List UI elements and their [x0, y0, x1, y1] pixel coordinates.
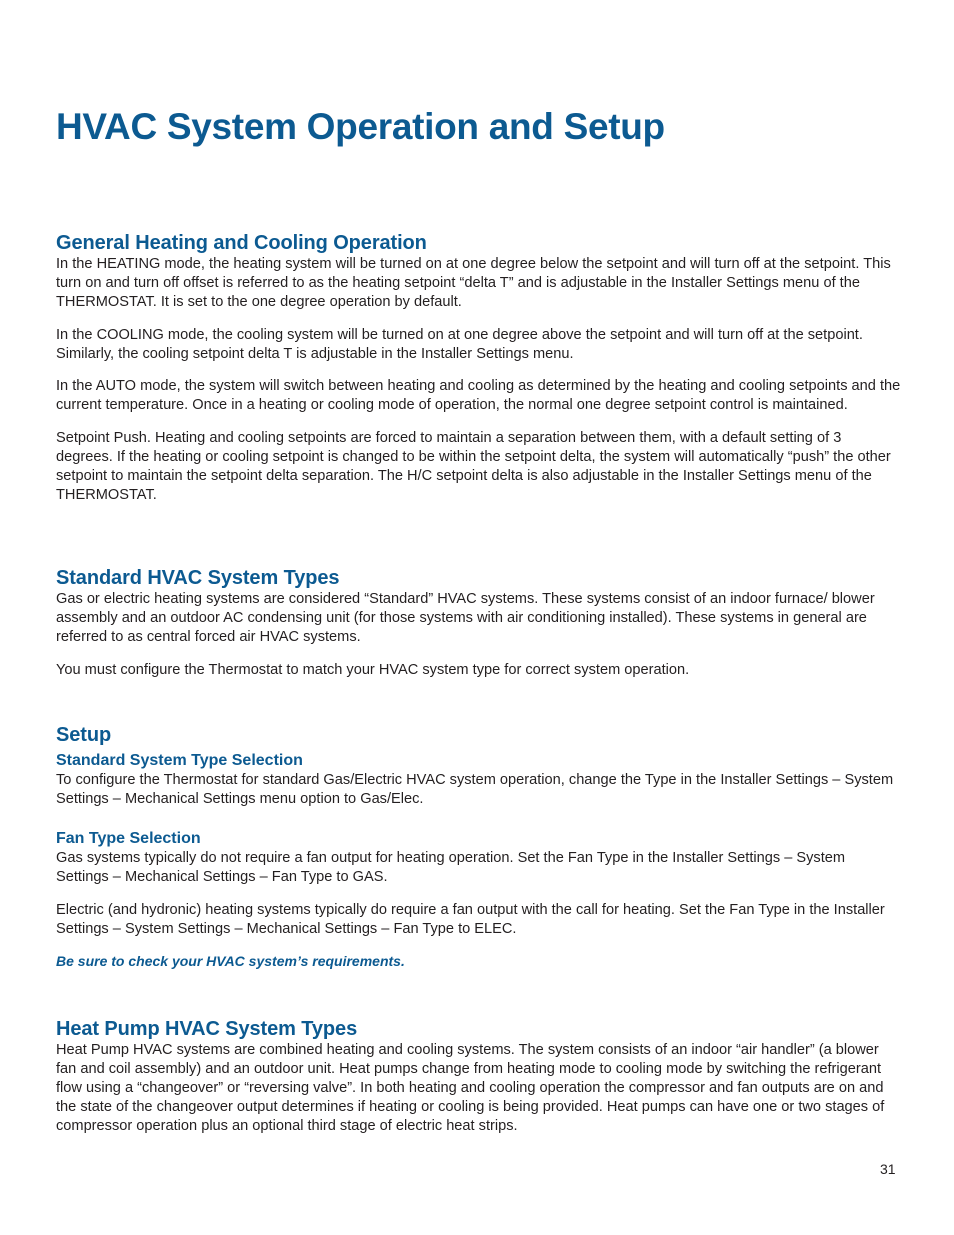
- section-heat-pump: [56, 1017, 901, 1136]
- heat-pump-paragraph: Heat Pump HVAC systems are combined heating and cooling systems. The system consists of an indoor “air handler” (a blower fan and coil assembly) and an outdoor unit. Heat pumps change from heating mode to cooling mode by switching the refrigerant flow using a “changeover” or “reversing valve”. In both heating and cooling operation the compressor and fan outputs are on and the state of the changeover output determines if heating or cooling is being provided. Heat pumps can have one or two stages of compressor operation plus an optional third stage of electric heat strips.: [56, 1042, 885, 1134]
- general-auto-paragraph: In the AUTO mode, the system will switch between heating and cooling as determined by the heating and cooling setpoints and the current temperature. Once in a heating or cooling mode of operation, the normal one degree setpoint control is maintained.: [56, 378, 901, 413]
- fan-selection-electric-paragraph: Electric (and hydronic) heating systems typically do require a fan output with the call for heating. Set the Fan Type in the Installer Settings – System Settings – Mechanical Settings – Fan Type to ELEC.: [56, 901, 885, 937]
- requirements-note: Be sure to check your HVAC system’s requirements.: [56, 952, 405, 969]
- standard-heading: Standard HVAC System Types: [56, 567, 340, 589]
- type-selection-heading: Standard System Type Selection: [56, 752, 303, 769]
- setup-heading: Setup: [56, 724, 112, 746]
- section-standard-types: [56, 566, 901, 680]
- general-setpoint-push-paragraph: Setpoint Push. Heating and cooling setpoints are forced to maintain a separation between them, with a default setting of 3 degrees. If the heating or cooling setpoint is changed to be within the setpoint delta, the system will automatically “push” the other setpoint to maintain the setpoint delta separation. The H/C setpoint delta is also adjustable in the Installer Settings menu of the THERMOSTAT.: [56, 429, 891, 503]
- general-cooling-paragraph: In the COOLING mode, the cooling system will be turned on at one degree above the setpoint and will turn off at the setpoint. Similarly, the cooling setpoint delta T is adjustable in the Installer Settings menu.: [56, 326, 863, 362]
- page-title: HVAC System Operation and Setup: [56, 106, 665, 147]
- setup-type-selection: [56, 751, 901, 809]
- general-heading: General Heating and Cooling Operation: [56, 232, 427, 254]
- type-selection-paragraph: To configure the Thermostat for standard Gas/Electric HVAC system operation, change the Type in the Installer Settings – System Settings – Mechanical Settings menu option to Gas/Elec.: [56, 772, 894, 807]
- standard-configure-paragraph: You must configure the Thermostat to match your HVAC system type for correct system operation.: [56, 661, 690, 678]
- section-general-operation: [56, 231, 901, 505]
- heat-pump-heading: Heat Pump HVAC System Types: [56, 1018, 358, 1040]
- fan-selection-gas-paragraph: Gas systems typically do not require a fan output for heating operation. Set the Fan Type in the Installer Settings – System Settings – Mechanical Settings – Fan Type to GAS.: [56, 850, 846, 885]
- standard-description-paragraph: Gas or electric heating systems are considered “Standard” HVAC systems. These systems consist of an indoor furnace/ blower assembly and an outdoor AC condensing unit (for those systems with air conditioning installed). These systems in general are referred to as central forced air HVAC systems.: [56, 591, 875, 645]
- section-setup: [56, 723, 901, 971]
- setup-fan-selection: [56, 829, 901, 939]
- page-number: 31: [880, 1161, 896, 1177]
- fan-selection-heading: Fan Type Selection: [56, 830, 201, 847]
- general-heating-paragraph: In the HEATING mode, the heating system will be turned on at one degree below the setpoint and will turn off at the setpoint. This turn on and turn off offset is referred to as the heating setpoint “delta T” and is adjustable in the Installer Settings menu of the THERMOSTAT. It is set to the one degree operation by default.: [56, 256, 891, 310]
